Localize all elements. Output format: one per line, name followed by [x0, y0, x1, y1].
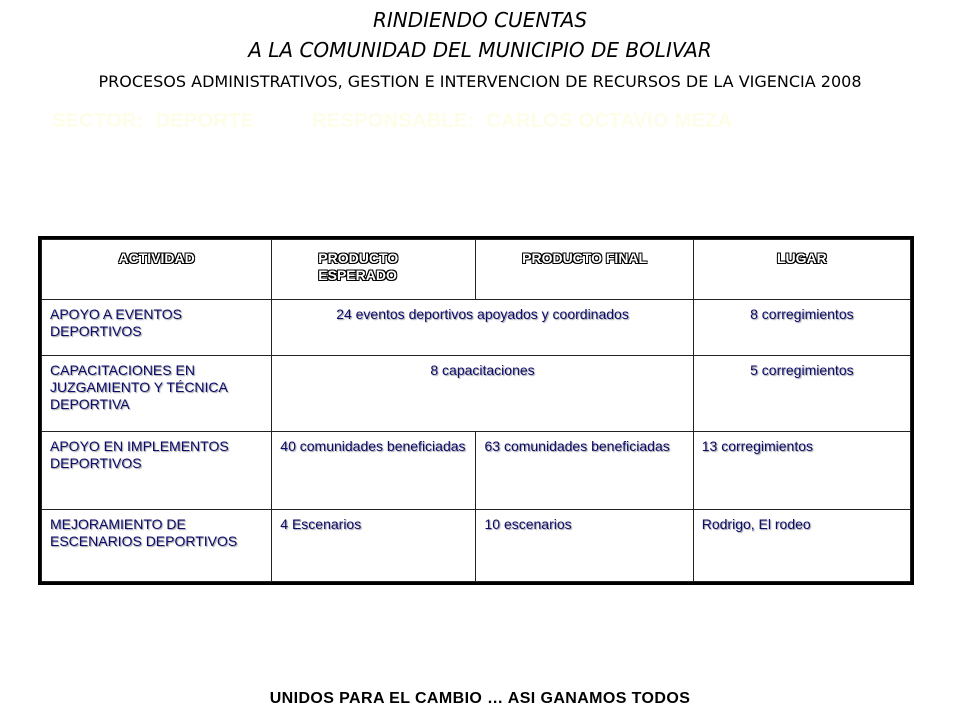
- activities-table: [38, 236, 914, 585]
- header-producto-esperado: PRODUCTO ESPERADO: [272, 240, 476, 300]
- table-row: [42, 510, 911, 582]
- sector-responsable-line: [52, 110, 739, 133]
- cell-producto-final: 63 comunidades beneficiadas: [476, 432, 693, 510]
- cell-lugar: 8 corregimientos: [693, 300, 910, 356]
- cell-lugar: 13 corregimientos: [693, 432, 910, 510]
- table-header-row: [42, 240, 911, 300]
- cell-producto: 8 capacitaciones: [272, 356, 693, 432]
- sector-label: SECTOR:: [52, 110, 144, 132]
- header-producto-final: PRODUCTO FINAL: [476, 240, 693, 300]
- cell-producto: 24 eventos deportivos apoyados y coordinados: [272, 300, 693, 356]
- responsable-value: CARLOS OCTAVIO MEZA: [486, 110, 733, 132]
- cell-producto-esperado: 4 Escenarios: [272, 510, 476, 582]
- cell-producto-final: 10 escenarios: [476, 510, 693, 582]
- title-line-2: A LA COMUNIDAD DEL MUNICIPIO DE BOLIVAR: [248, 38, 712, 62]
- cell-lugar: 5 corregimientos: [693, 356, 910, 432]
- cell-actividad: CAPACITACIONES EN JUZGAMIENTO Y TÉCNICA DEPORTIVA: [42, 356, 272, 432]
- table-row: [42, 300, 911, 356]
- table-row: [42, 432, 911, 510]
- header-lugar: LUGAR: [693, 240, 910, 300]
- subtitle: PROCESOS ADMINISTRATIVOS, GESTION E INTERVENCION DE RECURSOS DE LA VIGENCIA 2008: [98, 72, 862, 91]
- cell-producto-esperado: 40 comunidades beneficiadas: [272, 432, 476, 510]
- responsable-label: RESPONSABLE:: [312, 110, 475, 132]
- header-actividad: ACTIVIDAD: [42, 240, 272, 300]
- cell-actividad: MEJORAMIENTO DE ESCENARIOS DEPORTIVOS: [42, 510, 272, 582]
- title-line-1: RINDIENDO CUENTAS: [372, 8, 588, 32]
- cell-actividad: APOYO EN IMPLEMENTOS DEPORTIVOS: [42, 432, 272, 510]
- table-row: [42, 356, 911, 432]
- footer-slogan: UNIDOS PARA EL CAMBIO … ASI GANAMOS TODOS: [269, 690, 691, 707]
- cell-lugar: Rodrigo, El rodeo: [693, 510, 910, 582]
- cell-actividad: APOYO A EVENTOS DEPORTIVOS: [42, 300, 272, 356]
- sector-value: DEPORTE: [155, 110, 255, 132]
